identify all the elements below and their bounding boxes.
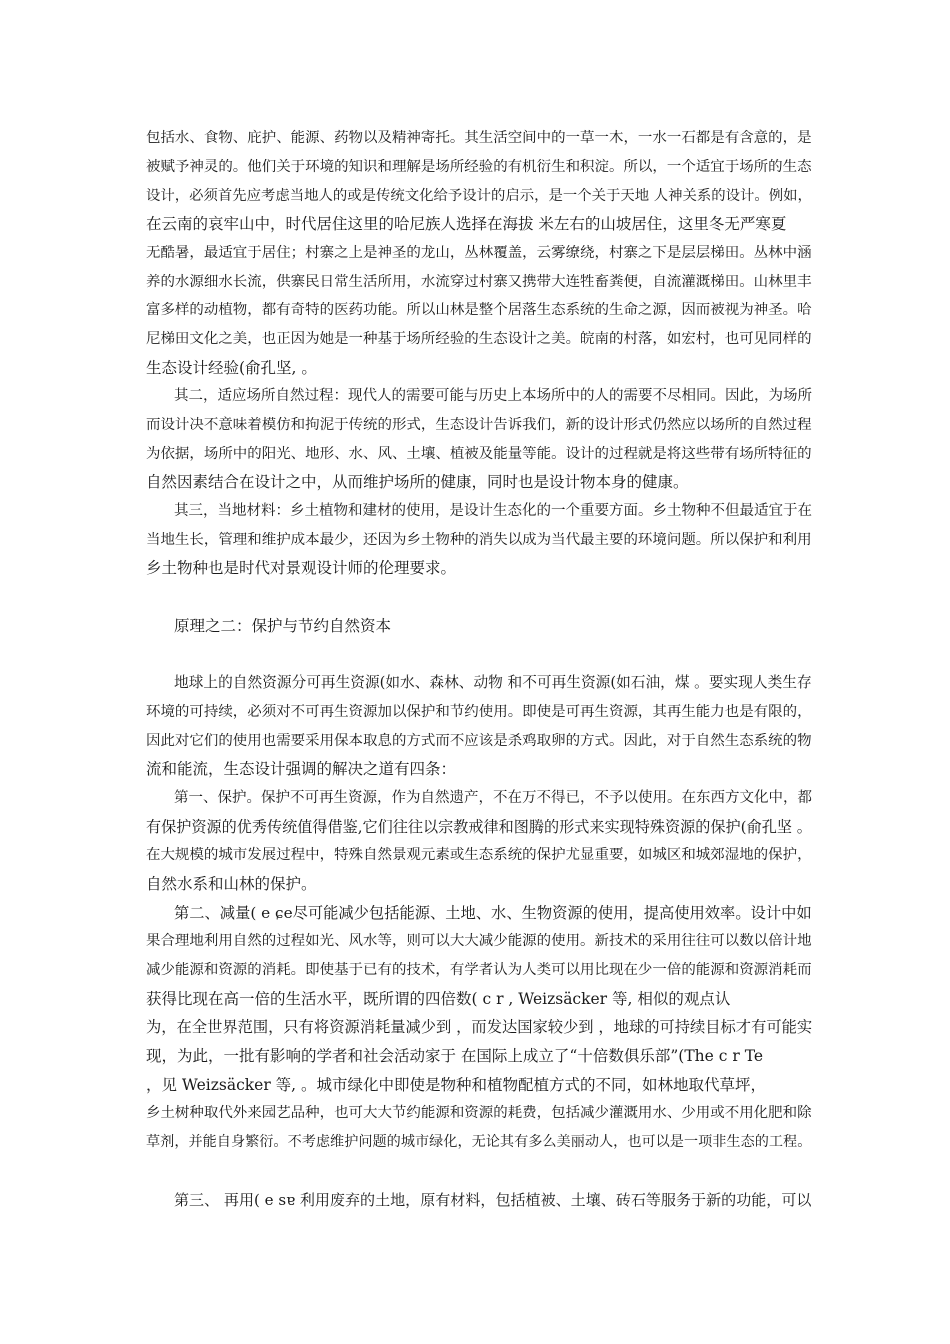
paragraph-first-line: 地球上的自然资源分可再生资源(如水、森林、动物 和不可再生资源(如石油，煤 。要实现人类生存 xyxy=(174,674,812,691)
body-text-line: 为，在全世界范围，只有将资源消耗量减少到 ，而发达国家较少到 ，地球的可持续目标才有可能实 xyxy=(146,1018,813,1036)
body-text-line: 在云南的哀牢山中，时代居住这里的哈尼族人选择在海拔 米左右的山坡居住，这里冬无严寒夏 xyxy=(146,215,787,233)
body-text-line: 现，为此，一批有影响的学者和社会活动家于 在国际上成立了“十倍数俱乐部”(The c r Te xyxy=(146,1047,763,1065)
body-text-line: 生态设计经验(俞孔坚, 。 xyxy=(146,359,317,377)
body-text-line: 乡土树种取代外来园艺品种，也可大大节约能源和资源的耗费，包括减少灌溉用水、少用或不用化肥和除 xyxy=(146,1105,812,1121)
body-text-line: 当地生长，管理和维护成本最少，还因为乡土物种的消失以成为当代最主要的环境问题。所以保护和利用 xyxy=(146,532,812,548)
body-text-line: 被赋予神灵的。他们关于环境的知识和理解是场所经验的有机衍生和积淀。所以，一个适宜于场所的生态 xyxy=(146,159,812,175)
body-text-line: 有保护资源的优秀传统值得借鉴,它们往往以宗教戒律和图腾的形式来实现特殊资源的保护(俞孔坚 。 xyxy=(146,818,812,836)
paragraph-first-line: 其三，当地材料：乡土植物和建材的使用，是设计生态化的一个重要方面。乡土物种不但最适宜于在 xyxy=(174,503,812,519)
body-text-line: 包括水、食物、庇护、能源、药物以及精神寄托。其生活空间中的一草一木，一水一石都是有含意的，是 xyxy=(146,130,812,146)
body-text-line: 自然因素结合在设计之中，从而维护场所的健康，同时也是设计物本身的健康。 xyxy=(146,473,689,491)
body-text-line: 而设计决不意味着模仿和拘泥于传统的形式，生态设计告诉我们，新的设计形式仍然应以场所的自然过程 xyxy=(146,417,812,433)
paragraph-first-line: 第二、减量( e ɕe尽可能减少包括能源、土地、水、生物资源的使用，提高使用效率。设计中如 xyxy=(174,904,812,922)
body-text-line: 养的水源细水长流，供寨民日常生活所用，水流穿过村寨又携带大连牲畜粪便，自流灌溉梯田。山林里丰 xyxy=(146,274,812,290)
body-text-line: 减少能源和资源的消耗。即使基于已有的技术，有学者认为人类可以用比现在少一倍的能源和资源消耗而 xyxy=(146,962,812,978)
body-text-line: 设计，必须首先应考虑当地人的或是传统文化给予设计的启示，是一个关于天地 人神关系的设计。例如， xyxy=(146,188,812,204)
paragraph-first-line: 其二，适应场所自然过程：现代人的需要可能与历史上本场所中的人的需要不尽相同。因此，为场所 xyxy=(174,388,812,404)
body-text-line: 因此对它们的使用也需要采用保本取息的方式而不应该是杀鸡取卵的方式。因此，对于自然生态系统的物 xyxy=(146,733,812,749)
body-text-line: ，见 Weizsäcker 等, 。城市绿化中即使是物种和植物配植方式的不同，如林地取代草坪， xyxy=(146,1076,767,1094)
body-text-line: 获得比现在高一倍的生活水平，既所谓的四倍数( c r , Weizsäcker 等, 相似的观点认 xyxy=(146,990,731,1008)
paragraph-first-line: 第一、保护。保护不可再生资源，作为自然遗产，不在万不得已，不予以使用。在东西方文化中，都 xyxy=(174,790,812,806)
body-text-line: 流和能流，生态设计强调的解决之道有四条： xyxy=(146,760,457,778)
body-text-line: 富多样的动植物，都有奇特的医药功能。所以山林是整个居落生态系统的生命之源，因而被视为神圣。哈 xyxy=(146,302,812,318)
body-text-line: 果合理地利用自然的过程如光、风水等，则可以大大减少能源的使用。新技术的采用往往可以数以倍计地 xyxy=(146,933,812,949)
section-heading: 原理之二：保护与节约自然资本 xyxy=(174,617,392,635)
body-text-line: 无酷暑，最适宜于居住；村寨之上是神圣的龙山，丛林覆盖，云雾缭绕，村寨之下是层层梯田。丛林中涵 xyxy=(146,245,812,261)
body-text-line: 草剂，并能自身繁衍。不考虑维护问题的城市绿化，无论其有多么美丽动人，也可以是一项非生态的工程。 xyxy=(146,1134,812,1150)
paragraph-first-line: 第三、 再用( e sɐ 利用废弃的土地，原有材料，包括植被、土壤、砖石等服务于新的功能，可以 xyxy=(174,1191,812,1209)
body-text-line: 为依据，场所中的阳光、地形、水、风、土壤、植被及能量等能。设计的过程就是将这些带有场所特征的 xyxy=(146,446,812,462)
body-text-line: 乡土物种也是时代对景观设计师的伦理要求。 xyxy=(146,559,457,577)
body-text-line: 尼梯田文化之美，也正因为她是一种基于场所经验的生态设计之美。皖南的村落，如宏村，也可见同样的 xyxy=(146,331,812,347)
body-text-line: 自然水系和山林的保护。 xyxy=(146,875,317,893)
body-text-line: 在大规模的城市发展过程中，特殊自然景观元素或生态系统的保护尤显重要，如城区和城郊湿地的保护， xyxy=(146,847,812,863)
body-text-line: 环境的可持续，必须对不可再生资源加以保护和节约使用。即使是可再生资源，其再生能力也是有限的， xyxy=(146,704,812,720)
